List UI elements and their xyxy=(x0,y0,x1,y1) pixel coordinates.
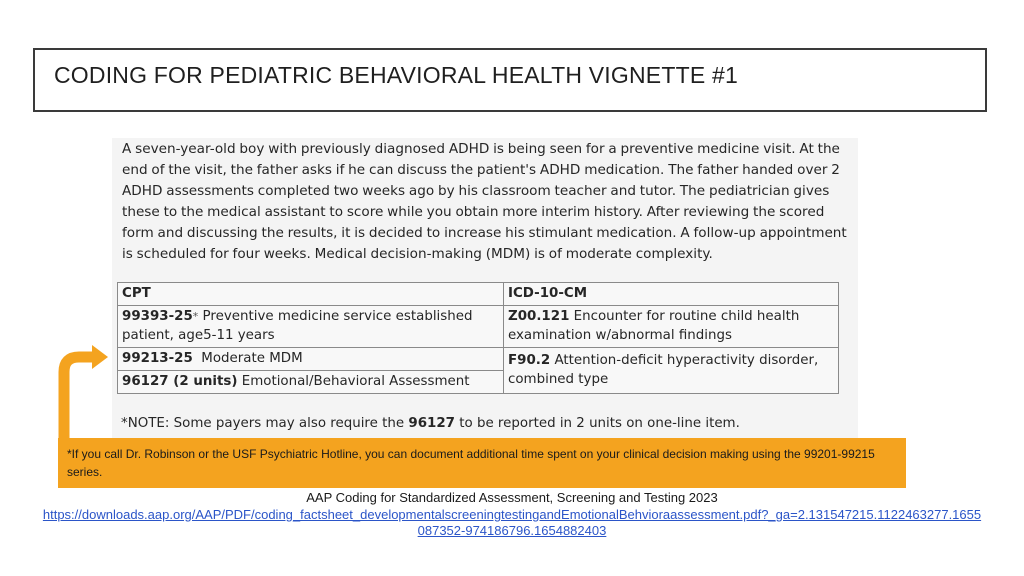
cpt-description: Emotional/Behavioral Assessment xyxy=(237,374,470,389)
vignette-paragraph: A seven-year-old boy with previously diagnosed ADHD is being seen for a preventive medicine visit. At the end of the visit, the father asks if he can discuss the patient's ADHD medication. The father handed over 2 ADHD assessments completed two weeks ago by his classroom teacher and tutor. The pediatrician gives these to the medical assistant to score while you obtain more interim history. After reviewing the scored form and discussing the results, it is decided to increase his stimulant medication. A follow-up appointment is scheduled for four weeks. Medical decision-making (MDM) is of moderate complexity. xyxy=(122,141,847,262)
cpt-description: Moderate MDM xyxy=(192,351,303,366)
cpt-code: 99393-25 xyxy=(122,309,193,324)
reference-link[interactable]: https://downloads.aap.org/AAP/PDF/coding_factsheet_developmentalscreeningtestingandEmotionalBehvioraassessment.pdf?_ga=2.131547215.1122463277.1655087352-974186796.1654882403 xyxy=(42,507,982,538)
slide-title: CODING FOR PEDIATRIC BEHAVIORAL HEALTH VIGNETTE #1 xyxy=(54,62,738,88)
note-suffix: to be reported in 2 units on one-line item. xyxy=(454,416,740,431)
note-code: 96127 xyxy=(408,416,455,431)
cpt-description: Preventive medicine service established patient, age5-11 years xyxy=(122,309,473,343)
icd-description: Encounter for routine child health examination w/abnormal findings xyxy=(508,309,800,343)
cpt-header: CPT xyxy=(118,283,504,306)
reference-title: AAP Coding for Standardized Assessment, Screening and Testing 2023 xyxy=(306,490,718,505)
icd-code: Z00.121 xyxy=(508,309,570,324)
icd-header: ICD-10-CM xyxy=(504,283,839,306)
cpt-marker: * xyxy=(192,310,199,323)
icd-code: F90.2 xyxy=(508,353,551,368)
callout-text: *If you call Dr. Robinson or the USF Psychiatric Hotline, you can document additional time spent on your clinical decision making using the 99201-99215 series. xyxy=(67,447,875,479)
hotline-callout xyxy=(58,438,906,488)
note-prefix: *NOTE: Some payers may also require the xyxy=(121,416,409,431)
cpt-code: 96127 (2 units) xyxy=(122,374,238,389)
cpt-code: 99213-25 xyxy=(122,351,193,366)
icd-description: Attention-deficit hyperactivity disorder, combined type xyxy=(508,353,819,387)
